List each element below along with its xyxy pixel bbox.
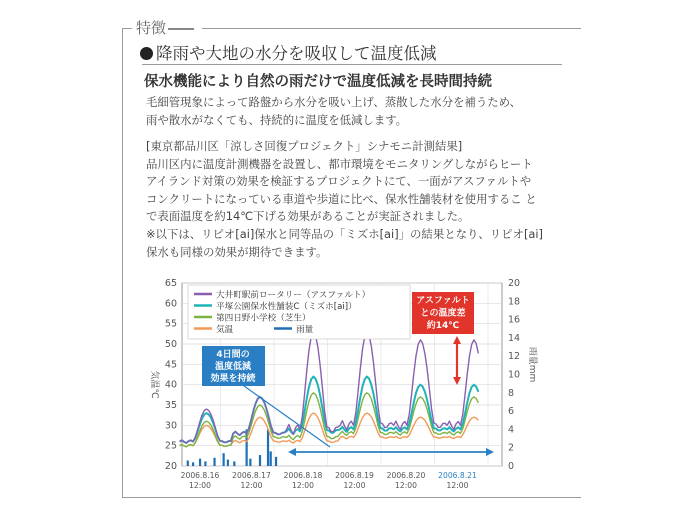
y-tick-right: 18 — [508, 296, 521, 308]
rain-bar — [259, 455, 261, 466]
note-text: 4日間の — [216, 350, 250, 360]
note-text: 温度低減 — [214, 362, 252, 372]
body-line: アイランド対策の効果を検証するプロジェクトにて、一面がアスファルトや — [146, 174, 532, 189]
legend-label: 大井町駅前ロータリー（アスファルト） — [216, 290, 371, 301]
rain-bar — [204, 461, 206, 466]
y-tick-right: 4 — [508, 424, 515, 436]
body-line: 保水も同様の効果が期待できます。 — [146, 244, 328, 259]
callout-text: との温度差 — [420, 308, 466, 319]
rain-bar — [223, 453, 225, 466]
y-tick-right: 16 — [508, 314, 521, 326]
rain-bar — [199, 459, 201, 466]
y-tick-right: 10 — [508, 369, 521, 381]
x-tick-time: 12:00 — [189, 481, 211, 490]
body-line: 品川区内に温度計測機器を設置し、都市環境をモニタリングしながらヒート — [146, 156, 533, 171]
section-tag-bar — [168, 28, 194, 30]
rain-bar — [270, 451, 272, 466]
x-tick-time: 12:00 — [292, 481, 314, 490]
legend-label: 平塚公園保水性舗装C（ミズホ[ai]） — [216, 302, 357, 312]
body-line: [東京都品川区「涼しさ回復プロジェクト」シナモニ計測結果] — [146, 139, 463, 153]
legend-label: 気温 — [216, 325, 234, 335]
callout-text: 約14℃ — [426, 321, 460, 331]
body-line: で表面温度を約14℃下げる効果があることが実証されました。 — [146, 209, 470, 224]
y-tick-right: 12 — [508, 351, 521, 363]
y-tick-right: 14 — [508, 332, 521, 344]
y-tick-left: 65 — [164, 278, 177, 289]
y-tick-left: 40 — [164, 379, 177, 391]
x-tick-date: 2006.8.17 — [232, 471, 271, 480]
rain-bar — [227, 460, 229, 466]
rain-bar — [275, 457, 277, 466]
rain-bar — [213, 458, 215, 466]
body-paragraph — [146, 138, 543, 261]
x-tick-time: 12:00 — [395, 481, 417, 490]
intro-line: 毛細管現象によって路盤から水分を吸い上げ、蒸散した水分を補うため、 — [146, 95, 521, 109]
body-line: コンクリートになっている車道や歩道に比べ、保水性舗装材を使用するこ と — [146, 191, 537, 206]
rain-bar — [192, 462, 194, 466]
x-tick-date: 2006.8.16 — [180, 471, 220, 480]
y-tick-right: 8 — [508, 387, 515, 399]
temperature-chart — [140, 276, 560, 496]
note-text: 効果を持続 — [210, 374, 256, 384]
y-tick-right: 6 — [508, 406, 515, 418]
rain-bar — [233, 461, 235, 466]
y-tick-left: 45 — [164, 359, 177, 371]
feature-heading — [140, 40, 437, 64]
section-tag — [132, 17, 202, 39]
legend-label: 雨量 — [296, 325, 314, 335]
x-tick-date: 2006.8.19 — [335, 471, 374, 480]
y-tick-left: 20 — [164, 461, 177, 472]
heading-divider — [142, 64, 562, 65]
rain-bar — [267, 429, 269, 466]
x-tick-date: 2006.8.18 — [283, 471, 323, 480]
feature-subheading: 保水機能により自然の雨だけで温度低減を長時間持続 — [144, 74, 492, 90]
y-axis-title-right: 雨量mm — [527, 346, 537, 383]
feature-heading-text: 降雨や大地の水分を吸収して温度低減 — [156, 44, 437, 63]
x-tick-time: 12:00 — [240, 481, 263, 490]
x-tick-date: 2006.8.20 — [386, 471, 426, 480]
y-tick-left: 50 — [164, 339, 177, 350]
x-tick-time: 12:00 — [343, 481, 366, 490]
y-tick-left: 30 — [164, 420, 177, 432]
y-axis-title-left: 気温℃ — [149, 370, 159, 399]
y-tick-left: 55 — [164, 318, 177, 330]
rain-bar — [249, 459, 251, 466]
y-tick-left: 60 — [164, 298, 177, 310]
y-tick-left: 35 — [164, 400, 177, 411]
intro-line: 雨や散水がなくても、持続的に温度を低減します。 — [146, 112, 408, 127]
legend-label: 第四日野小学校（芝生） — [216, 313, 311, 324]
rain-bar — [187, 461, 189, 466]
callout-text: アスファルト — [416, 296, 470, 306]
y-tick-right: 20 — [508, 278, 521, 289]
x-tick-date: 2006.8.21 — [438, 471, 477, 480]
body-line: ※以下は、リピオ[ai]保水と同等品の「ミズホ[ai]」の結果となり、リピオ[ai] — [146, 226, 543, 241]
y-tick-right: 0 — [508, 461, 515, 472]
bullet-icon — [140, 47, 153, 60]
intro-paragraph — [146, 94, 521, 129]
y-tick-left: 25 — [164, 440, 177, 452]
x-tick-time: 12:00 — [446, 481, 469, 490]
y-tick-right: 2 — [508, 442, 515, 454]
section-tag-label: 特徴 — [136, 19, 167, 37]
